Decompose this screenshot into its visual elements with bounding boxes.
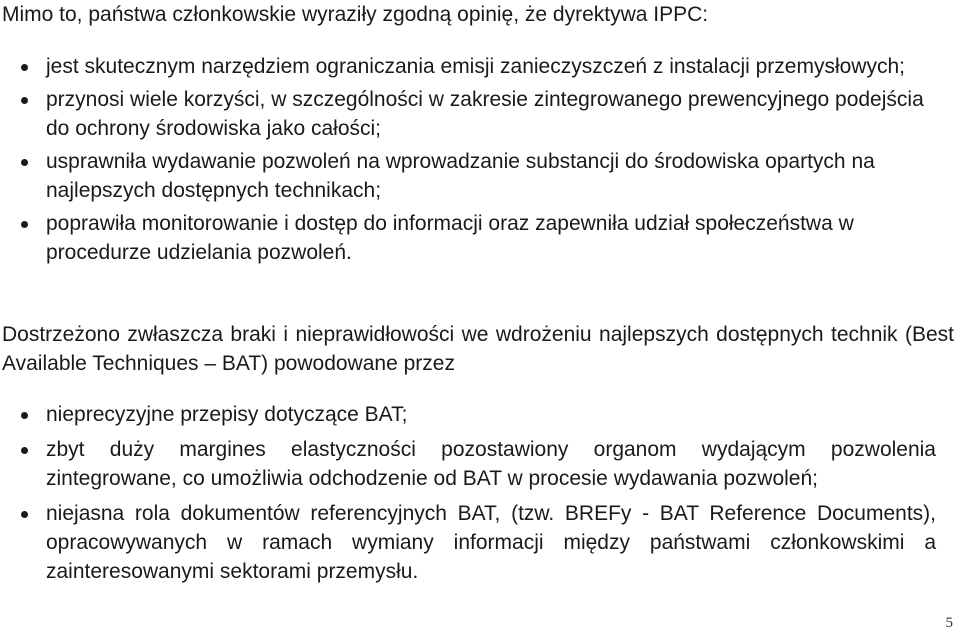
list-item xyxy=(0,52,936,81)
bullet-icon xyxy=(21,159,28,166)
list-item-text: usprawniła wydawanie pozwoleń na wprowadzanie substancji do środowiska opartych na najlepszych dostępnych technikach; xyxy=(46,150,875,202)
list-item-text: zbyt duży margines elastyczności pozostawiony organom wydającym pozwolenia zintegrowane, co umożliwia odchodzenie od BAT w procesie wydawania pozwoleń; xyxy=(46,438,936,490)
list-item xyxy=(0,85,936,143)
list-item-text: przynosi wiele korzyści, w szczególności w zakresie zintegrowanego prewencyjnego podejścia do ochrony środowiska jako całości; xyxy=(46,88,924,140)
list-item xyxy=(0,147,936,205)
list-item-text: poprawiła monitorowanie i dostęp do informacji oraz zapewniła udział społeczeństwa w procedurze udzielania pozwoleń. xyxy=(46,212,854,264)
ippc-benefits-list xyxy=(0,52,959,267)
bullet-icon xyxy=(21,412,28,419)
list-item xyxy=(0,209,936,267)
list-item xyxy=(0,400,936,429)
bullet-icon xyxy=(21,97,28,104)
deficiencies-paragraph: Dostrzeżono zwłaszcza braki i nieprawidłowości we wdrożeniu najlepszych dostępnych technik (Best Available Techniques – BAT) powodowane przez xyxy=(2,323,954,375)
intro-paragraph: Mimo to, państwa członkowskie wyraziły zgodną opinię, że dyrektywa IPPC: xyxy=(2,3,709,26)
bullet-icon xyxy=(21,64,28,71)
list-item-text: nieprecyzyjne przepisy dotyczące BAT; xyxy=(46,403,408,426)
list-item xyxy=(0,435,936,493)
list-item xyxy=(0,499,936,586)
deficiencies-list xyxy=(0,400,959,586)
page-number: 5 xyxy=(945,615,953,631)
list-item-text: jest skutecznym narzędziem ograniczania emisji zanieczyszczeń z instalacji przemysłowych; xyxy=(46,55,905,78)
list-item-text: niejasna rola dokumentów referencyjnych BAT, (tzw. BREFy - BAT Reference Documents), opracowywanych w ramach wymiany informacji między państwami członkowskimi a zainteresowanymi sektorami przemysłu. xyxy=(46,502,936,583)
bullet-icon xyxy=(21,221,28,228)
bullet-icon xyxy=(21,447,28,454)
bullet-icon xyxy=(21,511,28,518)
